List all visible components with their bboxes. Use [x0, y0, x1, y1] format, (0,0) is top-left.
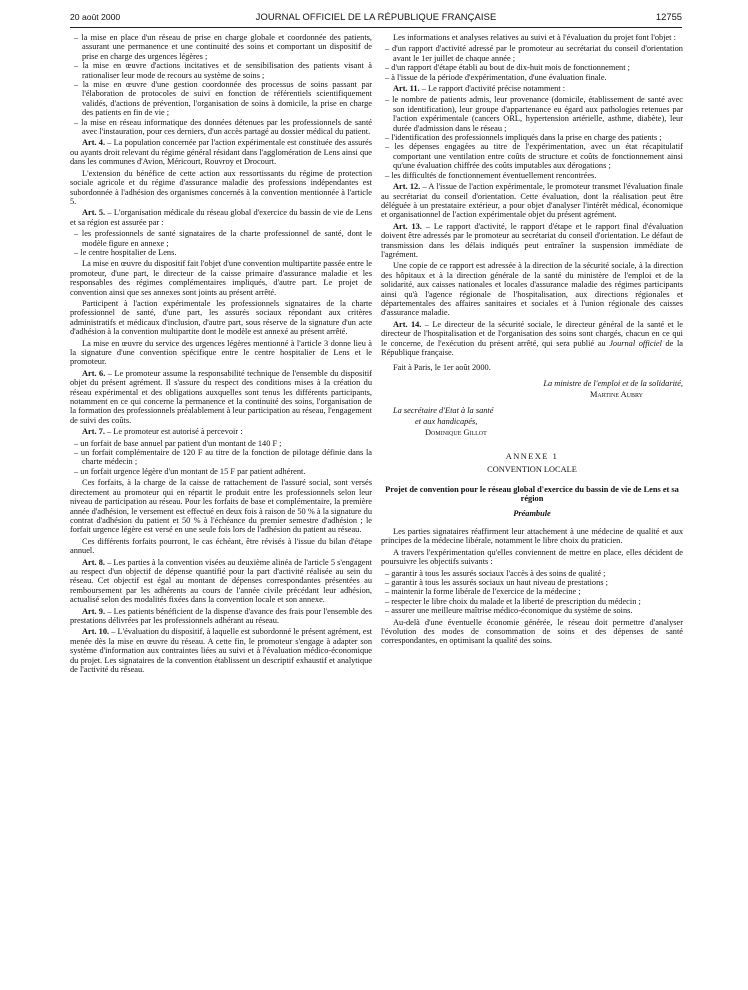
- article-4: [70, 138, 372, 166]
- article-label: Art. 6.: [82, 368, 106, 378]
- article-text: – Le rapport d'activité précise notamment :: [419, 84, 566, 94]
- list-item: – la mise en œuvre d'une gestion coordonnée des processus de soins passant par l'élaboration de protocoles de suivi en fonction de référentiels scientifiquement validés, d'actions de prévention, l'organisation de soins à domicile, la prise en charge des patients en fin de vie ;: [70, 80, 372, 118]
- list-item: – le nombre de patients admis, leur provenance (domicile, établissement de santé avec son identification), leur groupe d'appartenance eu égard aux pathologies retenues par l'action expérimentale (cancers ORL, hypertension artérielle, asthme, diabète), leur durée d'admission dans le réseau ;: [381, 95, 683, 133]
- article-text: – Le rapport d'activité, le rapport d'étape et le rapport final d'évaluation doivent être adressés par le promoteur au secrétariat du conseil d'orientation. Le défaut de transmission dans les délais indiqués peut entraîner la suspension immédiate de l'agrément.: [381, 221, 683, 259]
- article-text: de la République française.: [381, 338, 683, 357]
- article-5: [70, 208, 372, 227]
- article-12: [381, 182, 683, 220]
- list-item: – un forfait urgence légère d'un montant de 15 F par patient adhérent.: [70, 467, 372, 476]
- preambule-heading: Préambule: [513, 509, 551, 519]
- article-text: – Le directeur de la sécurité sociale, le directeur général de la santé et le directeur de l'hospitalisation et de l'organisation des soins sont chargés, chacun en ce qui le concerne, de l'exécution du présent arrêté, qui sera publié au: [381, 319, 684, 348]
- secretary-title-line1: La secrétaire d'Etat à la santé: [393, 405, 494, 415]
- signature-date: Fait à Paris, le 1er août 2000.: [393, 363, 491, 373]
- projet-title: Projet de convention pour le réseau global d'exercice du bassin de vie de Lens et sa région: [385, 484, 679, 504]
- convention-heading: CONVENTION LOCALE: [487, 465, 577, 475]
- list-item: – la mise en œuvre d'actions incitatives et de sensibilisation des patients visant à rationaliser leur mode de recours au système de soins ;: [70, 61, 372, 80]
- list-item: – les professionnels de santé signataires de la charte professionnel de santé, dont le modèle figure en annexe ;: [70, 229, 372, 248]
- article-text: – La population concernée par l'action expérimentale est constituée des assurés ou ayants droit relevant du régime général résidant dans l'agglomération de Lens ainsi que dans les communes d'Avion, Méricourt, Rouvroy et Drocourt.: [70, 138, 373, 167]
- article-11: [381, 84, 683, 93]
- paragraph: Les informations et analyses relatives au suivi et à l'évaluation du projet font l'objet :: [393, 33, 676, 42]
- paragraph: La mise en œuvre du dispositif fait l'objet d'une convention multipartite passée entre le promoteur, d'une part, le directeur de la caisse primaire d'assurance maladie et les responsables des régimes complémentaires impliqués, d'autre part. Le projet de convention ainsi que ses annexes sont joints au présent arrêté.: [70, 259, 372, 297]
- article-14: [381, 320, 683, 358]
- list-item: – assurer une meilleure maîtrise médico-économique du système de soins.: [381, 606, 683, 615]
- article-13: [381, 222, 683, 260]
- article-8: [70, 558, 372, 605]
- paragraph: A travers l'expérimentation qu'elles conviennent de mettre en place, elles décident de poursuivre les objectifs suivants :: [381, 547, 683, 567]
- article-label: Art. 8.: [82, 557, 105, 567]
- article-label: Art. 10.: [82, 627, 110, 637]
- list-item: – un forfait de base annuel par patient d'un montant de 140 F ;: [70, 439, 372, 448]
- list-item: – la mise en place d'un réseau de prise en charge globale et coordonnée des patients, assurant une permanence et une continuité des soins et comportant un dispositif de prise en charge des urgences légères ;: [70, 33, 372, 61]
- article-label: Art. 4.: [82, 138, 106, 148]
- article-label: Art. 14.: [393, 319, 422, 329]
- objectives-list: [381, 569, 683, 616]
- list-item: – les dépenses engagées au titre de l'expérimentation, avec un état récapitulatif comportant une ventilation entre coûts de structure et coûts de fonctionnement ainsi qu'une évaluation chiffrée des coûts imputables aux dérogations ;: [381, 142, 683, 170]
- paragraph: La mise en œuvre du service des urgences légères mentionné à l'article 3 donne lieu à la signature d'une convention spécifique entre le centre hospitalier de Lens et le promoteur.: [70, 338, 372, 367]
- paragraph: Au-delà d'une éventuelle économie générée, le réseau doit permettre d'analyser l'évolution des modes de consommation de soins et des dépenses de santé correspondantes, en optimisant la qualité des soins.: [381, 617, 683, 646]
- art3-list: [70, 33, 372, 136]
- paragraph: L'extension du bénéfice de cette action aux ressortissants du régime de protection sociale agricole et du régime d'assurance maladie des professions indépendantes est subordonnée à l'adhésion des organismes concernés à la convention mentionnée à l'article 5.: [70, 168, 372, 206]
- right-column: [381, 33, 683, 648]
- list-item: – à l'issue de la période d'expérimentation, d'une évaluation finale.: [381, 73, 683, 82]
- article-text: – Le promoteur est autorisé à percevoir :: [104, 427, 243, 437]
- article-label: Art. 7.: [82, 427, 105, 437]
- article-text: – L'organisation médicale du réseau global d'exercice du bassin de vie de Lens et sa région est assurée par :: [70, 208, 372, 227]
- list-item: – d'un rapport d'activité adressé par le promoteur au secrétariat du conseil d'orientation avant le 1er juillet de chaque année ;: [381, 44, 683, 63]
- header-page-number: 12755: [655, 11, 682, 22]
- article-10: [70, 627, 372, 674]
- paragraph: Les parties signataires réaffirment leur attachement à une médecine de qualité et aux principes de la médecine libérale, notamment le libre choix du praticien.: [381, 526, 683, 546]
- article-text: – Les patients bénéficient de la dispense d'avance des frais pour l'ensemble des prestations délivrées par les professionnels adhérant au réseau.: [70, 606, 373, 625]
- list-item: – le centre hospitalier de Lens.: [70, 248, 372, 257]
- article-text: – Le promoteur assume la responsabilité technique de l'ensemble du dispositif objet du présent agrément. Il s'assure du respect des conditions mises à la création du réseau expérimental et des obligations auxquelles sont tenus les différents participants, notamment en ce qui concerne la permanence et la continuité des soins, l'organisation de la formation des professionnels préalablement à leur participation au réseau, l'engagement de suivi des coûts.: [70, 368, 372, 425]
- article-7: [70, 427, 372, 436]
- article-text: – A l'issue de l'action expérimentale, le promoteur transmet l'évaluation finale au secrétariat du conseil d'orientation. Cette évaluation, dont la réalisation peut être déléguée à un prestataire extérieur, a pour objet d'analyser l'intérêt médical, économique et organisationnel de l'action expérimentale objet du présent agrément.: [381, 182, 683, 220]
- article-text: – Les parties à la convention visées au deuxième alinéa de l'article 5 s'engagent au respect d'un objectif de dépense quantifié pour la part d'activité réalisée au sein du réseau. Cet objectif est égal au montant de dépenses correspondantes présentées au remboursement par les adhérents au cours de l'année civile précédant leur adhésion, actualisé selon des modalités fixées dans la convention locale et son annexe.: [70, 557, 372, 605]
- article-label: Art. 11.: [393, 84, 420, 94]
- paragraph: Une copie de ce rapport est adressée à la direction de la sécurité sociale, à la direction des hôpitaux et à la direction générale de la santé du ministère de l'emploi et de la solidarité, aux caisses nationales et locales d'assurance maladie des régimes participants ainsi qu'à l'agence régionale de l'hospitalisation, aux directions régionales et départementales des affaires sanitaires et sociales et à l'union régionale des caisses d'assurance maladie.: [381, 261, 683, 318]
- annexe-heading: ANNEXE 1: [505, 451, 559, 461]
- art5-list: [70, 229, 372, 257]
- article-9: [70, 607, 372, 626]
- secretary-name: Dominique Gillot: [425, 428, 487, 438]
- left-column: [70, 33, 372, 676]
- art7-list: [70, 439, 372, 477]
- art11-list: [381, 95, 683, 180]
- page-header: [70, 10, 682, 26]
- list-item: – un forfait complémentaire de 120 F au titre de la fonction de pilotage définie dans la charte médecin ;: [70, 448, 372, 467]
- article-label: Art. 5.: [82, 208, 106, 218]
- list-item: – l'identification des professionnels impliqués dans la prise en charge des patients ;: [381, 133, 683, 142]
- list-item: – la mise en réseau informatique des données détenues par les professionnels de santé avec l'instauration, pour ces derniers, d'un accès partagé au dossier médical du patient.: [70, 118, 372, 137]
- minister-title: La ministre de l'emploi et de la solidarité,: [543, 378, 683, 388]
- list-item: – d'un rapport d'étape établi au bout de dix-huit mois de fonctionnement ;: [381, 63, 683, 72]
- article-text: – L'évaluation du dispositif, à laquelle est subordonné le présent agrément, est menée dès la mise en œuvre du réseau. A cette fin, le promoteur s'engage à adapter son système d'information aux contraintes liées au suivi et à l'évaluation médico-économique du projet. Les signataires de la convention établissent un descriptif exhaustif et analytique de l'activité du réseau.: [70, 627, 373, 674]
- journal-officiel-ref: Journal officiel: [609, 338, 662, 348]
- list-item: – respecter le libre choix du malade et la liberté de prescription du médecin ;: [381, 597, 683, 606]
- header-date: 20 août 2000: [70, 12, 121, 22]
- report-list: [381, 44, 683, 82]
- article-6: [70, 369, 372, 425]
- article-label: Art. 13.: [393, 221, 422, 231]
- article-label: Art. 9.: [82, 606, 106, 616]
- list-item: – garantir à tous les assurés sociaux l'accès à des soins de qualité ;: [381, 569, 683, 578]
- header-rule: [70, 27, 682, 28]
- header-journal-title: JOURNAL OFFICIEL DE LA RÉPUBLIQUE FRANÇAISE: [255, 11, 497, 22]
- minister-name: Martine Aubry: [589, 390, 643, 400]
- list-item: – maintenir la forme libérale de l'exercice de la médecine ;: [381, 587, 683, 596]
- paragraph: Participent à l'action expérimentale les professionnels signataires de la charte professionnel de santé, d'une part, les assurés sociaux répondant aux critères administratifs et médicaux d'inclusion, d'autre part, sous réserve de la signature d'un acte d'adhésion à la convention multipartite dont le modèle est annexé au présent arrêté.: [70, 298, 372, 337]
- paragraph: Ces forfaits, à la charge de la caisse de rattachement de l'assuré social, sont versés directement au promoteur qui en répartit le produit entre les professionnels selon leur niveau de participation au réseau. Pour les forfaits de base et complémentaire, la première année d'adhésion, le versement est effectué en deux fois à raison de 50 % à la signature du contrat d'adhésion du patient et 50 % à l'échéance du premier semestre d'adhésion ; le forfait urgence légère est versé en une seule fois lors de l'adhésion du patient au réseau.: [70, 478, 372, 535]
- secretary-title-line2: et aux handicapés,: [415, 417, 478, 427]
- article-label: Art. 12.: [393, 182, 421, 192]
- list-item: – garantir à tous les assurés sociaux un haut niveau de prestations ;: [381, 578, 683, 587]
- paragraph: Ces différents forfaits pourront, le cas échéant, être révisés à l'issue du bilan d'étape annuel.: [70, 536, 372, 556]
- list-item: – les difficultés de fonctionnement éventuellement rencontrées.: [381, 171, 683, 180]
